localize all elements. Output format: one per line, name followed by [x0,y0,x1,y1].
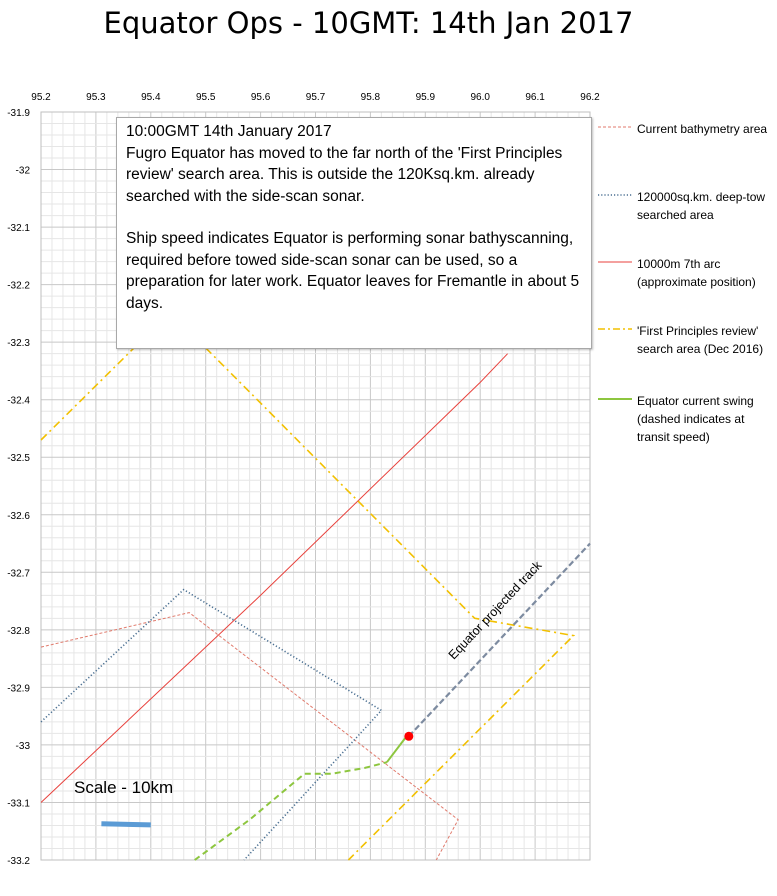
note-line-timestamp: 10:00GMT 14th January 2017 [126,123,332,140]
y-tick-label: -32.8 [7,625,30,637]
y-tick-labels [7,108,30,867]
legend-swatch-swing [596,392,634,406]
note-paragraph-speed: Ship speed indicates Equator is performing sonar bathyscanning, required before towed side-scan sonar can be used, so a preparation for later work. Equator leaves for Fremantle in about 5 days. [126,230,580,312]
x-tick-label: 95.6 [250,92,271,103]
legend-swatch-bathymetry [596,120,634,134]
legend-label-first-principles: 'First Principles review' search area (Dec 2016) [637,324,764,356]
legend-swatch-deeptow [596,188,634,202]
y-tick-label: -33.1 [7,798,30,810]
x-tick-label: 95.4 [141,92,161,103]
x-tick-label: 95.7 [305,92,326,103]
legend-swatch-first-principles [596,322,634,336]
y-tick-label: -32.5 [7,453,30,465]
series-3-line [41,342,140,440]
y-tick-label: -32.1 [7,223,30,235]
annotation-box [116,117,592,349]
x-tick-label: 95.9 [415,92,436,103]
chart-title: Equator Ops - 10GMT: 14th Jan 2017 [103,6,634,40]
y-tick-label: -32.4 [7,395,30,407]
y-tick-label: -32.7 [7,568,30,580]
y-tick-label: -32.2 [7,280,30,292]
legend-label-swing: Equator current swing (dashed indicates at transit speed) [637,394,754,444]
legend-label-bathymetry: Current bathymetry area [637,122,768,136]
x-tick-label: 96.1 [525,92,545,103]
legend-label-arc: 10000m 7th arc (approximate position) [637,257,756,289]
legend-label-deeptow: 120000sq.km. deep-tow searched area [637,190,766,222]
y-tick-label: -31.9 [7,108,30,119]
current-position-marker [404,732,413,741]
x-tick-label: 95.8 [360,92,381,103]
y-tick-label: -33 [15,740,30,752]
series-4-transit-line [195,762,387,860]
y-tick-label: -32 [15,165,30,177]
x-tick-label: 96.2 [580,92,600,103]
projected-track-label: Equator projected track [445,558,545,663]
x-tick-label: 95.3 [86,92,106,103]
y-tick-label: -32.3 [7,338,30,350]
scale-bar [101,824,150,825]
x-tick-labels [31,92,600,103]
y-tick-label: -32.6 [7,510,30,522]
scale-label: Scale - 10km [74,778,174,797]
series-2-line [41,354,508,803]
x-tick-label: 95.2 [31,92,51,103]
y-tick-label: -32.9 [7,683,30,695]
y-tick-label: -33.2 [7,856,30,867]
x-tick-label: 95.5 [195,92,216,103]
x-tick-label: 96.0 [470,92,490,103]
legend-swatch-arc [596,255,634,269]
note-line-location: Fugro Equator has moved to the far north of the 'First Principles review' search area. This is outside the 120Ksq.km. already searched with the side-scan sonar. [126,144,563,205]
